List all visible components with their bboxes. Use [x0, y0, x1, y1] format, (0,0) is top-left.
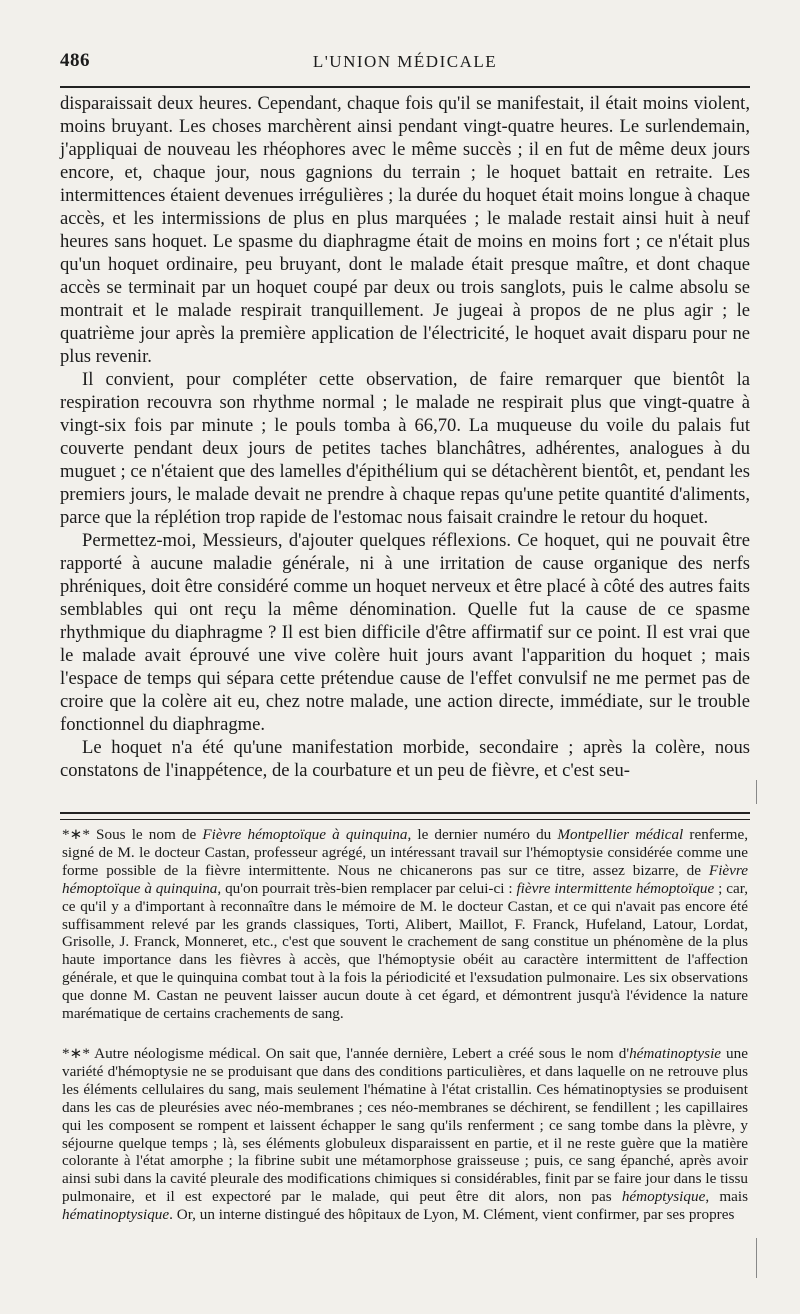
paragraph-2: Il convient, pour compléter cette observation, de faire remarquer que bientôt la respiration recouvra son rhythme normal ; le malade ne respirait plus que vingt-quatre à vingt-six fois par minute ; le pouls tomba à 66,70. La muqueuse du voile du palais fut couverte pendant deux jours de petites taches blanchâtres, adhérentes, analogues à du muguet ; ce n'étaient que des lamelles d'épithélium qui se détachèrent bientôt, et, pendant les premiers jours, le malade devait ne prendre à chaque repas qu'une petite quantité d'aliments, parce que la réplétion trop rapide de l'estomac nous faisait craindre le retour du hoquet.: [60, 369, 750, 528]
feuilleton-notes: [62, 826, 748, 1224]
margin-mark: [756, 780, 757, 804]
section-divider: [60, 812, 750, 820]
paragraph-4: Le hoquet n'a été qu'une manifestation morbide, secondaire ; après la colère, nous constatons de l'inappétence, de la courbature et un peu de fièvre, et c'est seu-: [60, 737, 750, 781]
note-castan: *∗* Sous le nom de Fièvre hémoptoïque à quinquina, le dernier numéro du Montpellier médical renferme, signé de M. le docteur Castan, professeur agrégé, un intéressant travail sur l'hémoptysie considérée comme une forme possible de la fièvre intermittente. Nous ne chicanerons pas sur ce titre, assez bizarre, de Fièvre hémoptoïque à quinquina, qu'on pourrait très-bien remplacer par celui-ci : fièvre intermittente hémoptoïque ; car, ce qu'il y a d'important à reconnaître dans le mémoire de M. le docteur Castan, et ce qui n'avait pas encore été suffisamment relevé par les grands classiques, Torti, Alibert, Maillot, F. Franck, Hufeland, Latour, Lordat, Grisolle, J. Franck, Monneret, etc., c'est que souvent le crachement de sang constitue un phénomène de la plus haute importance dans les fièvres à accès, que l'hémoptysie obéit au caractère intermittent de l'affection générale, et que le quinquina combat tout à la fois la périodicité et l'exsudation pulmonaire. Les six observations que donne M. Castan ne peuvent laisser aucun doute à cet égard, et démontrent jusqu'à l'évidence la nature marématique de certains crachements de sang.: [62, 826, 748, 1023]
header-rule: [60, 86, 750, 88]
paragraph-1: disparaissait deux heures. Cependant, chaque fois qu'il se manifestait, il était moins violent, moins bruyant. Les choses marchèrent ainsi pendant vingt-quatre heures. Le surlendemain, j'appliquai de nouveau les rhéophores avec le même succès ; il en fut de même deux jours encore, et, chaque jour, nous gagnions du terrain ; le hoquet battait en retraite. Les intermittences étaient devenues irrégulières ; la durée du hoquet était moins longue à chaque accès, et les intermissions de plus en plus marquées ; le malade restait ainsi huit à neuf heures sans hoquet. Le spasme du diaphragme était de moins en moins fort ; ce n'était plus qu'un hoquet ordinaire, peu bruyant, dont le malade était presque maître, et dont chaque accès se terminait par un hoquet coupé par deux ou trois sanglots, puis le calme absolu se montrait et le malade respirait tranquillement. Je jugeai à propos de ne plus agir ; le quatrième jour après la première application de l'électricité, le hoquet avait disparu pour ne plus revenir.: [60, 93, 750, 367]
asterism-marker: *∗*: [62, 1044, 90, 1062]
page-header: [60, 46, 750, 76]
running-title: L'UNION MÉDICALE: [312, 52, 498, 71]
asterism-marker: *∗*: [62, 826, 90, 843]
page-number: 486: [60, 50, 90, 71]
note-hematinoptysie: *∗* Autre néologisme médical. On sait que, l'année dernière, Lebert a créé sous le nom d'hématinoptysie une variété d'hémoptysie ne se produisant que dans des conditions particulières, et dans laquelle on ne retrouve plus les éléments cellulaires du sang, mais seulement l'hématine à l'état cristallin. Ces hématinoptysies se produisent dans les cas de pleurésies avec néo-membranes ; ces néo-membranes se déchirent, se fendillent ; les capillaires qui les composent se rompent et laissent échapper le sang qu'ils renferment ; ce sang tombe dans la plèvre, y séjourne quelque temps ; là, ses éléments globuleux disparaissent en partie, et il ne reste guère que la matière colorante à l'état amorphe ; la fibrine subit une métamorphose graisseuse ; puis, ce sang épanché, après avoir ainsi subi dans la cavité pleurale des modifications chimiques si considérables, finit par se faire jour dans le tissu pulmonaire, et il est expectoré par le malade, qui peut être dit alors, non pas hémoptysique, mais hématinoptysique. Or, un interne distingué des hôpitaux de Lyon, M. Clément, vient confirmer, par ses propres: [62, 1044, 748, 1224]
main-text: [60, 92, 750, 782]
paragraph-3: Permettez-moi, Messieurs, d'ajouter quelques réflexions. Ce hoquet, qui ne pouvait être rapporté à aucune maladie générale, ni à une irritation de cause organique des nerfs phréniques, doit être considéré comme un hoquet nerveux et être placé à côté des autres faits semblables qui ont reçu la même dénomination. Quelle fut la cause de ce spasme rhythmique du diaphragme ? Il est bien difficile d'être affirmatif sur ce point. Il est vrai que le malade avait éprouvé une vive colère huit jours avant l'apparition du hoquet ; mais l'espace de temps qui sépara cette prétendue cause de l'effet convulsif ne me permet pas de croire que la colère ait eu, chez notre malade, une action directe, immédiate, sur le trouble fonctionnel du diaphragme.: [60, 530, 750, 735]
margin-mark: [756, 1238, 757, 1278]
